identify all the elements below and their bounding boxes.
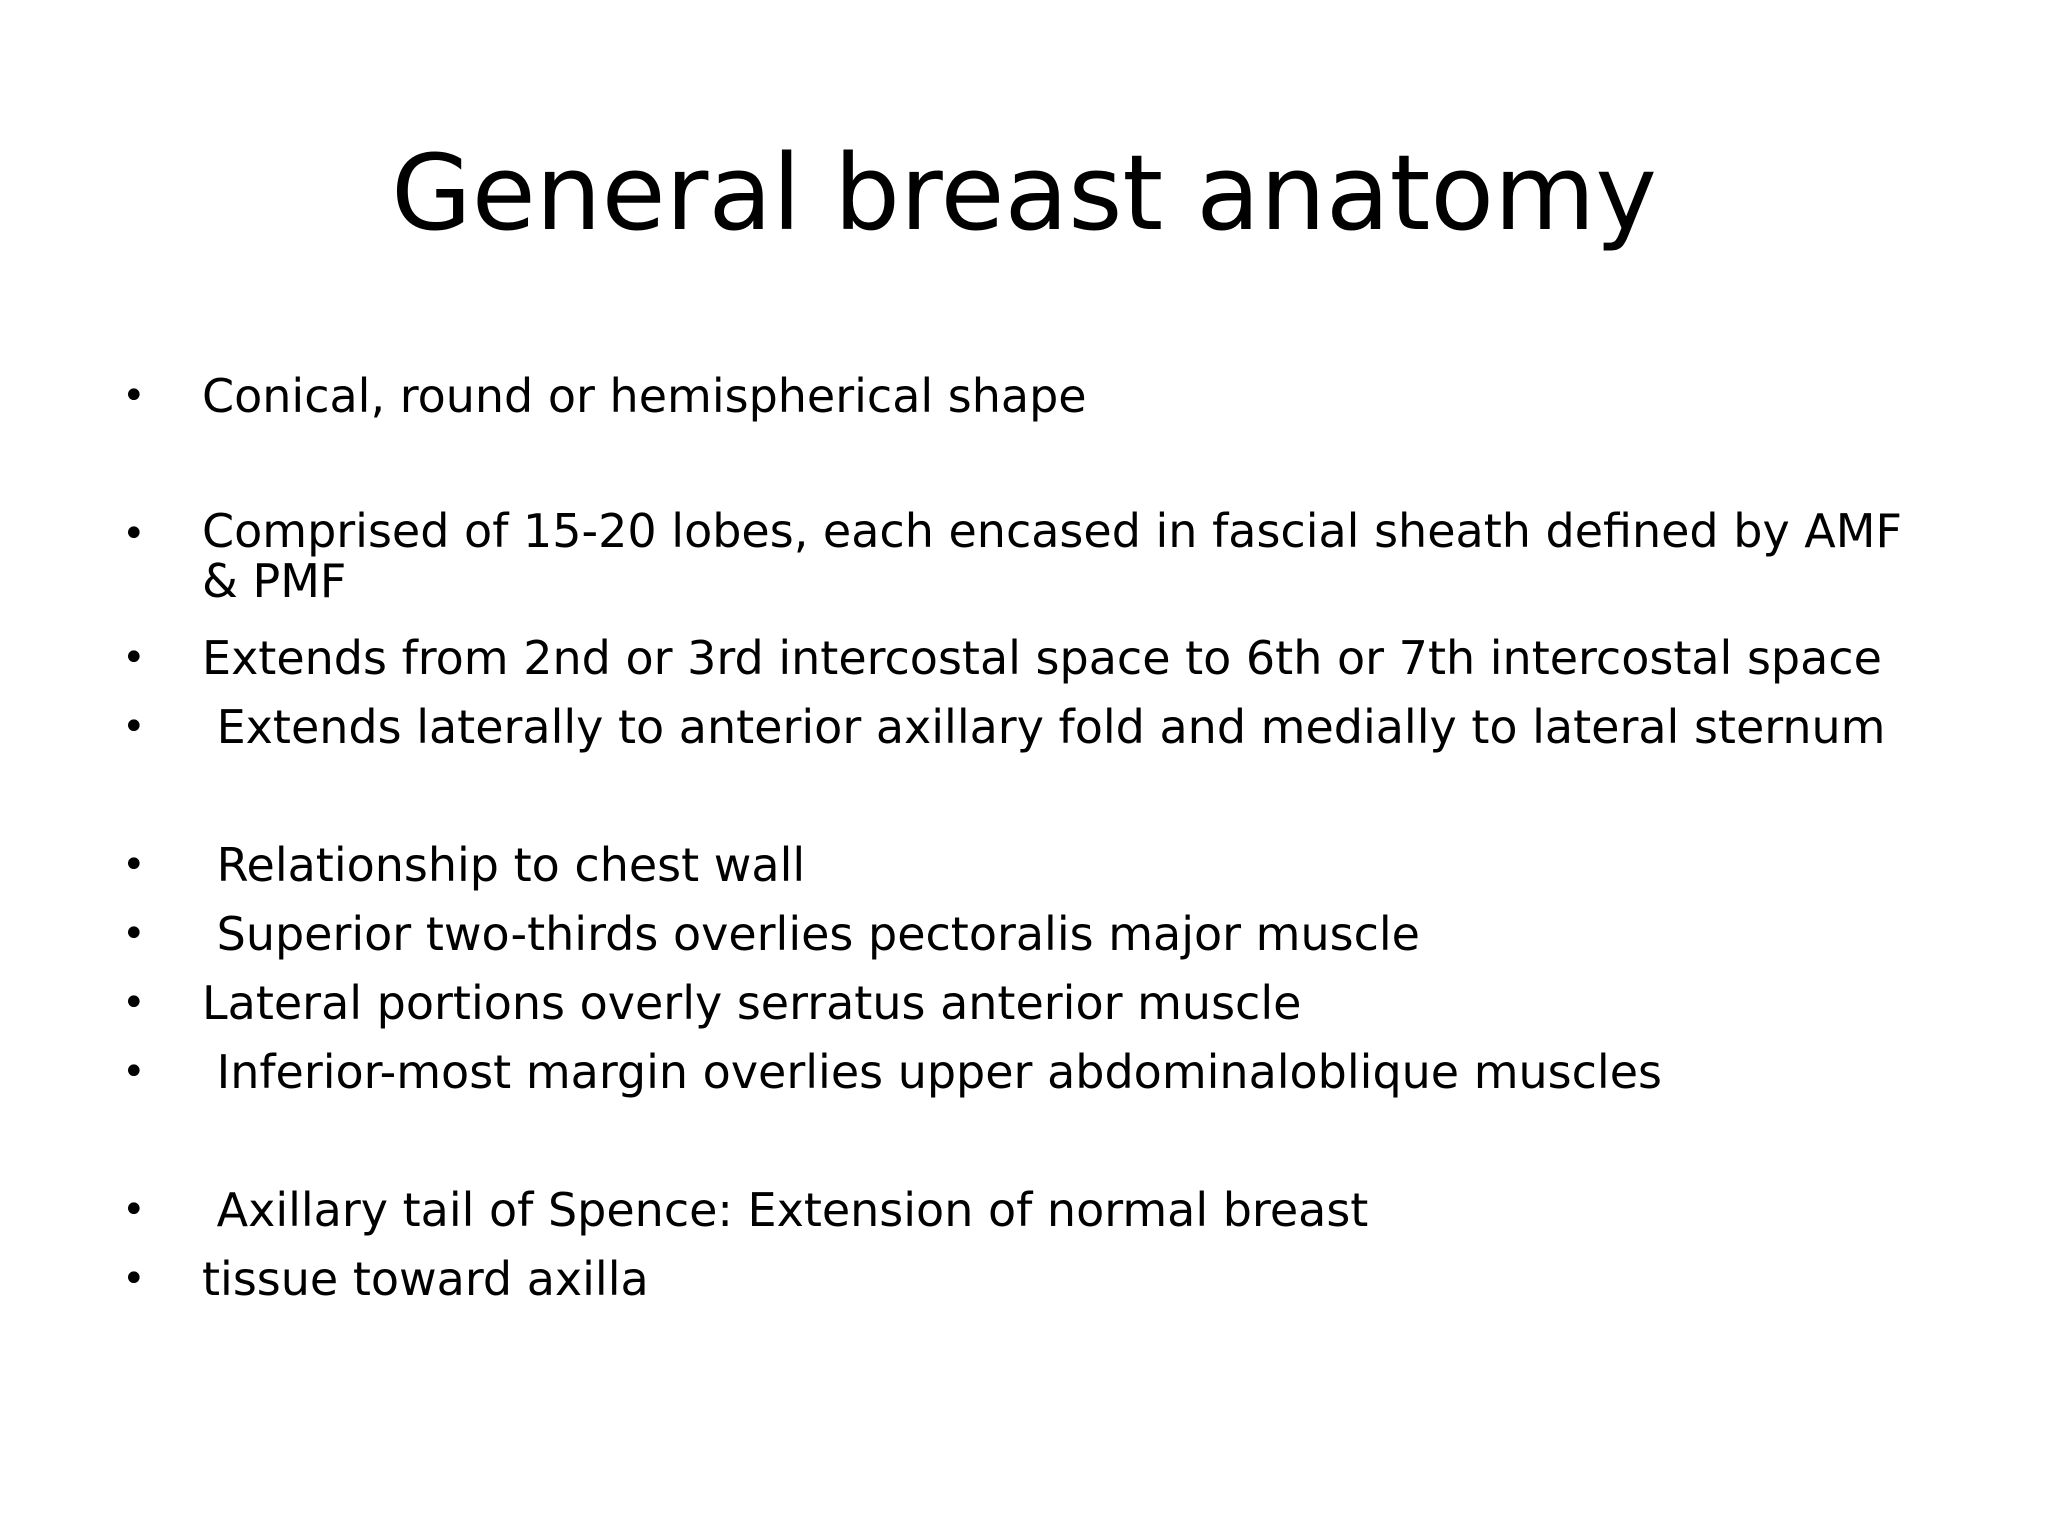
bullet-text: Conical, round or hemispherical shape	[202, 369, 1087, 423]
bullet-text: Extends from 2nd or 3rd intercostal space to 6th or 7th intercostal space	[202, 631, 1882, 685]
bullet-marker: •	[122, 704, 146, 750]
bullet-text: Extends laterally to anterior axillary fold and medially to lateral sternum	[202, 700, 1886, 754]
bullet-text: Superior two-thirds overlies pectoralis major muscle	[202, 907, 1420, 961]
bullet-text: tissue toward axilla	[202, 1252, 649, 1306]
bullet-text: Axillary tail of Spence: Extension of normal breast	[202, 1183, 1369, 1237]
bullet-marker: •	[122, 1256, 146, 1302]
bullet-text: Relationship to chest wall	[202, 838, 806, 892]
bullet-marker: •	[122, 511, 146, 557]
bullet-text: Comprised of 15-20 lobes, each encased in fascial sheath defined by AMF & PMF	[202, 504, 1902, 608]
bullet-marker: •	[122, 373, 146, 419]
bullet-text: Lateral portions overly serratus anterior muscle	[202, 976, 1302, 1030]
bullet-text: Inferior-most margin overlies upper abdominaloblique muscles	[202, 1045, 1662, 1099]
bullet-marker: •	[122, 635, 146, 681]
slide-title: General breast anatomy	[391, 132, 1657, 254]
bullet-marker: •	[122, 1049, 146, 1095]
bullet-marker: •	[122, 980, 146, 1026]
bullet-marker: •	[122, 842, 146, 888]
bullet-marker: •	[122, 1187, 146, 1233]
bullet-marker: •	[122, 911, 146, 957]
